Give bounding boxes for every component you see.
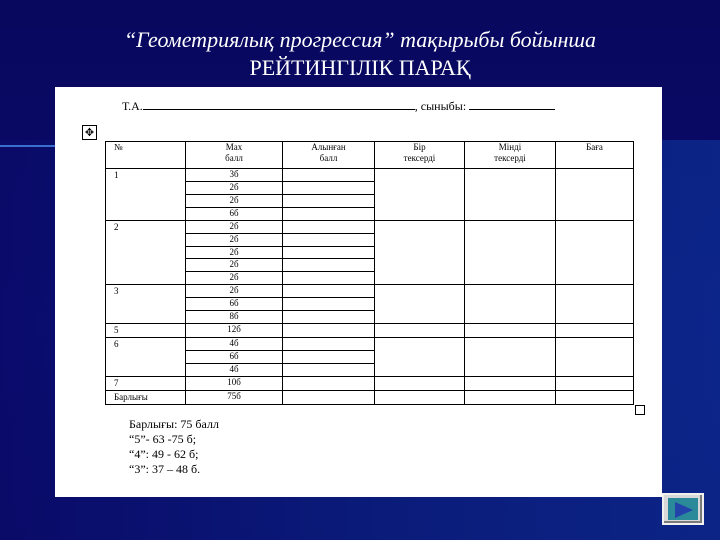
peer-check-cell[interactable] bbox=[375, 169, 465, 221]
obtained-score-cell[interactable] bbox=[283, 390, 375, 404]
self-check-cell[interactable] bbox=[465, 169, 556, 221]
table-header-cell: Бір тексерді bbox=[375, 142, 465, 169]
peer-check-cell[interactable] bbox=[375, 220, 465, 285]
obtained-score-cell[interactable] bbox=[283, 272, 375, 285]
task-number-cell: 5 bbox=[106, 324, 186, 338]
max-score-cell: 2б bbox=[186, 220, 283, 233]
max-score-cell: 2б bbox=[186, 259, 283, 272]
max-score-cell: 2б bbox=[186, 246, 283, 259]
grade-cell[interactable] bbox=[556, 220, 634, 285]
slide-title bbox=[0, 26, 720, 82]
task-number-cell: 3 bbox=[106, 285, 186, 324]
name-blank bbox=[143, 99, 415, 110]
obtained-score-cell[interactable] bbox=[283, 311, 375, 324]
obtained-score-cell[interactable] bbox=[283, 246, 375, 259]
table-header-row bbox=[106, 142, 634, 169]
obtained-score-cell[interactable] bbox=[283, 338, 375, 351]
max-score-cell: 2б bbox=[186, 272, 283, 285]
table-row bbox=[106, 285, 634, 298]
name-line bbox=[122, 99, 555, 114]
grade-cell[interactable] bbox=[556, 338, 634, 377]
peer-check-cell[interactable] bbox=[375, 390, 465, 404]
summary-line: “3”: 37 – 48 б. bbox=[129, 462, 201, 476]
table-row bbox=[106, 324, 634, 338]
table-row bbox=[106, 169, 634, 182]
max-score-cell: 6б bbox=[186, 350, 283, 363]
table-header-cell: Алынған балл bbox=[283, 142, 375, 169]
task-number-cell: Барлығы bbox=[106, 390, 186, 404]
task-number-cell: 6 bbox=[106, 338, 186, 377]
move-handle-icon[interactable]: ✥ bbox=[82, 125, 97, 140]
rating-table bbox=[105, 141, 634, 405]
rating-sheet bbox=[55, 87, 662, 497]
grade-cell[interactable] bbox=[556, 324, 634, 338]
peer-check-cell[interactable] bbox=[375, 324, 465, 338]
name-label: Т.А. bbox=[122, 99, 143, 113]
obtained-score-cell[interactable] bbox=[283, 194, 375, 207]
grade-cell[interactable] bbox=[556, 390, 634, 404]
title-line-2: РЕЙТИНГІЛІК ПАРАҚ bbox=[249, 55, 471, 80]
obtained-score-cell[interactable] bbox=[283, 207, 375, 220]
play-arrow-icon bbox=[672, 500, 696, 520]
max-score-cell: 10б bbox=[186, 376, 283, 390]
obtained-score-cell[interactable] bbox=[283, 324, 375, 338]
max-score-cell: 8б bbox=[186, 311, 283, 324]
self-check-cell[interactable] bbox=[465, 324, 556, 338]
max-score-cell: 4б bbox=[186, 338, 283, 351]
resize-handle-icon[interactable] bbox=[635, 405, 645, 415]
next-slide-button[interactable] bbox=[662, 493, 704, 525]
self-check-cell[interactable] bbox=[465, 285, 556, 324]
task-number-cell: 2 bbox=[106, 220, 186, 285]
summary-line: “4”: 49 - 62 б; bbox=[129, 447, 199, 461]
summary-line: Барлығы: 75 балл bbox=[129, 417, 219, 431]
grading-summary bbox=[129, 417, 219, 477]
max-score-cell: 12б bbox=[186, 324, 283, 338]
obtained-score-cell[interactable] bbox=[283, 376, 375, 390]
obtained-score-cell[interactable] bbox=[283, 259, 375, 272]
self-check-cell[interactable] bbox=[465, 376, 556, 390]
self-check-cell[interactable] bbox=[465, 390, 556, 404]
table-row bbox=[106, 376, 634, 390]
title-line-1: “Геометриялық прогрессия” тақырыбы бойынша bbox=[123, 27, 597, 52]
table-row bbox=[106, 220, 634, 233]
task-number-cell: 7 bbox=[106, 376, 186, 390]
summary-line: “5”- 63 -75 б; bbox=[129, 432, 197, 446]
grade-cell[interactable] bbox=[556, 285, 634, 324]
obtained-score-cell[interactable] bbox=[283, 350, 375, 363]
table-header-cell: Баға bbox=[556, 142, 634, 169]
peer-check-cell[interactable] bbox=[375, 338, 465, 377]
max-score-cell: 2б bbox=[186, 285, 283, 298]
obtained-score-cell[interactable] bbox=[283, 298, 375, 311]
grade-cell[interactable] bbox=[556, 376, 634, 390]
obtained-score-cell[interactable] bbox=[283, 233, 375, 246]
max-score-cell: 2б bbox=[186, 233, 283, 246]
table-header-cell: № bbox=[106, 142, 186, 169]
max-score-cell: 6б bbox=[186, 207, 283, 220]
max-score-cell: 2б bbox=[186, 194, 283, 207]
table-header-cell: Мінді тексерді bbox=[465, 142, 556, 169]
table-row bbox=[106, 338, 634, 351]
obtained-score-cell[interactable] bbox=[283, 169, 375, 182]
max-score-cell: 6б bbox=[186, 298, 283, 311]
peer-check-cell[interactable] bbox=[375, 285, 465, 324]
task-number-cell: 1 bbox=[106, 169, 186, 221]
obtained-score-cell[interactable] bbox=[283, 285, 375, 298]
obtained-score-cell[interactable] bbox=[283, 363, 375, 376]
max-score-cell: 4б bbox=[186, 363, 283, 376]
grade-cell[interactable] bbox=[556, 169, 634, 221]
max-score-cell: 75б bbox=[186, 390, 283, 404]
table-row bbox=[106, 390, 634, 404]
class-label: , сыныбы: bbox=[414, 99, 467, 113]
peer-check-cell[interactable] bbox=[375, 376, 465, 390]
obtained-score-cell[interactable] bbox=[283, 220, 375, 233]
self-check-cell[interactable] bbox=[465, 338, 556, 377]
max-score-cell: 3б bbox=[186, 169, 283, 182]
table-header-cell: Мах балл bbox=[186, 142, 283, 169]
self-check-cell[interactable] bbox=[465, 220, 556, 285]
max-score-cell: 2б bbox=[186, 181, 283, 194]
class-blank bbox=[469, 99, 555, 110]
obtained-score-cell[interactable] bbox=[283, 181, 375, 194]
